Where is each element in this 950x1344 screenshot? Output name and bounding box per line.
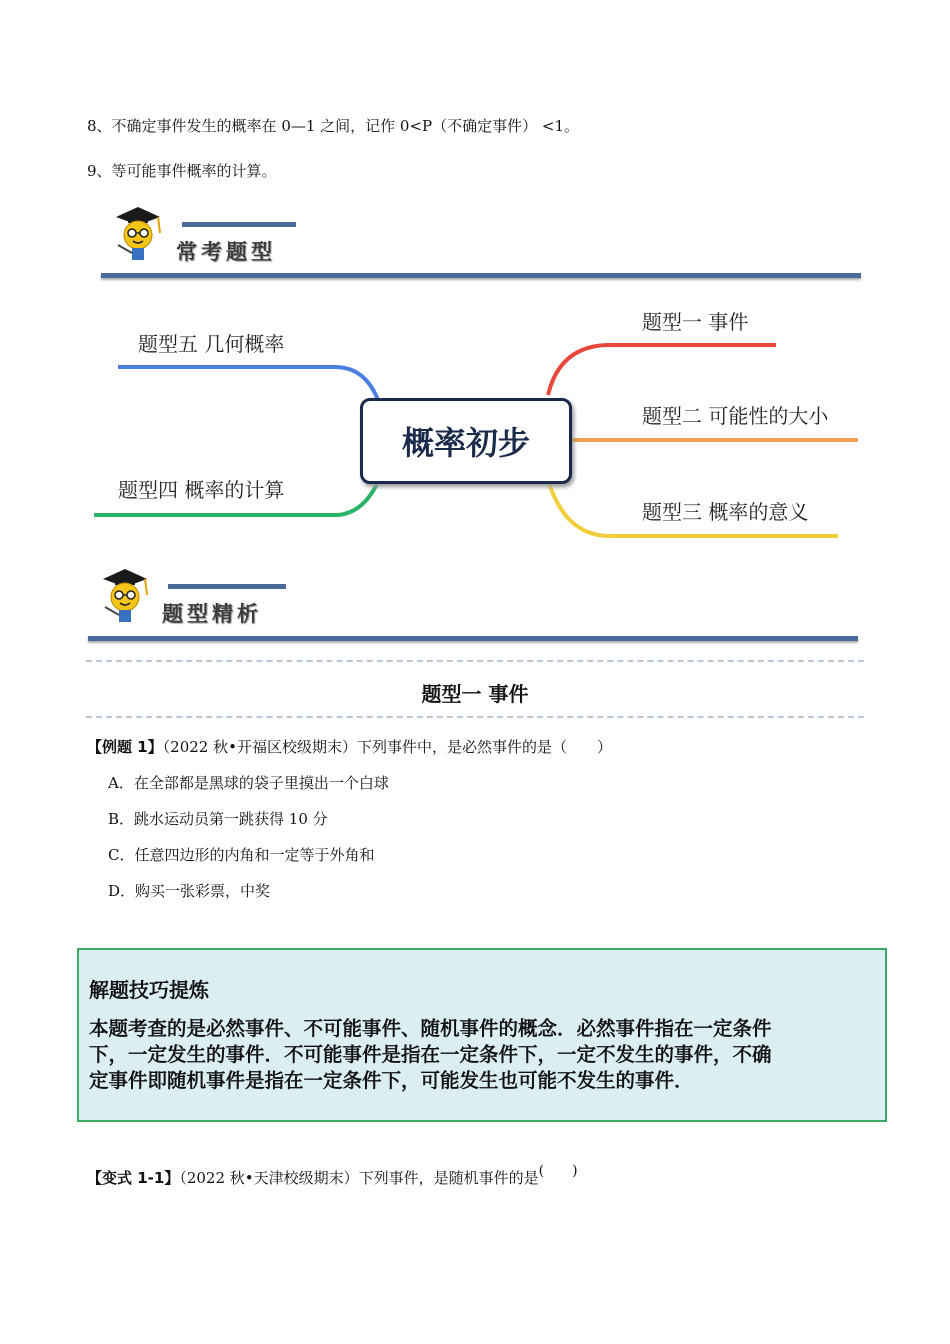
tips-line-2: 下，一定发生的事件．不可能事件是指在一定条件下，一定不发生的事件，不确	[89, 1043, 772, 1066]
variant-text: （2022 秋•天津校级期末）下列事件，是随机事件的是	[179, 1169, 539, 1187]
variant-question	[87, 1163, 578, 1189]
example-source: （2022 秋•开福区校级期末）下列事件中，是必然事件的是（ ）	[162, 738, 612, 756]
dashed-divider	[86, 716, 864, 718]
option-c: C．任意四边形的内角和一定等于外角和	[108, 846, 375, 864]
header-accent-bar	[182, 222, 296, 227]
section-title-common-types: 常考题型	[176, 239, 276, 264]
header-accent-bar	[168, 584, 286, 589]
item-9: 9、等可能事件概率的计算。	[87, 162, 277, 180]
answer-paren: ( )	[538, 1163, 578, 1179]
mindmap-branch-2: 题型二 可能性的大小	[642, 404, 829, 428]
item-8: 8、不确定事件发生的概率在 0—1 之间，记作 0<P（不确定事件） <1。	[87, 117, 580, 135]
section-title-analysis: 题型精析	[162, 601, 262, 626]
tips-box	[77, 948, 887, 1122]
mindmap-branch-4: 题型四 概率的计算	[118, 478, 285, 502]
teacher-mascot-icon	[108, 205, 168, 267]
teacher-mascot-icon	[95, 567, 155, 629]
topic-title: 题型一 事件	[421, 682, 529, 706]
branch-line-5	[118, 367, 378, 400]
example-question	[87, 737, 612, 757]
mindmap-branch-1: 题型一 事件	[642, 310, 749, 334]
branch-line-1	[548, 345, 776, 395]
option-b: B．跳水运动员第一跳获得 10 分	[108, 810, 328, 828]
mindmap-branch-3: 题型三 概率的意义	[642, 500, 809, 524]
header-rule	[101, 273, 861, 278]
header-rule	[88, 636, 858, 641]
tips-line-1: 本题考查的是必然事件、不可能事件、随机事件的概念．必然事件指在一定条件	[89, 1017, 772, 1040]
option-d: D．购买一张彩票，中奖	[108, 882, 271, 900]
tips-title: 解题技巧提炼	[89, 978, 209, 1002]
mindmap-center: 概率初步	[360, 398, 572, 484]
option-a: A．在全部都是黑球的袋子里摸出一个白球	[108, 774, 389, 792]
dashed-divider	[86, 660, 864, 662]
example-tag: 【例题 1】	[87, 738, 163, 756]
tips-line-3: 定事件即随机事件是指在一定条件下，可能发生也可能不发生的事件．	[89, 1069, 694, 1092]
variant-tag: 【变式 1-1】	[87, 1169, 180, 1187]
mindmap-branch-5: 题型五 几何概率	[138, 332, 285, 356]
